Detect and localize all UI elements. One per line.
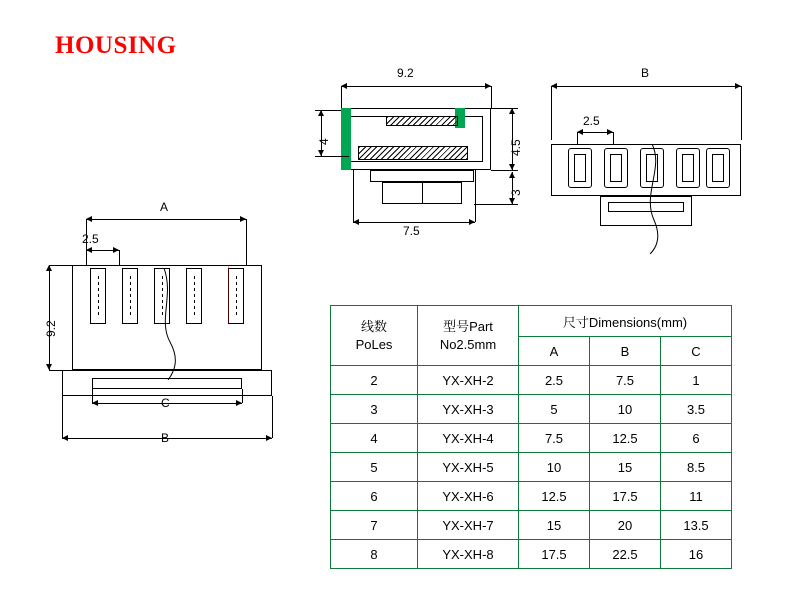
contact-slot	[574, 154, 586, 182]
side-left-green-wall	[341, 108, 351, 170]
cell-part: YX-XH-3	[418, 395, 519, 424]
cell-part: YX-XH-5	[418, 453, 519, 482]
cell-poles: 4	[331, 424, 418, 453]
cell-part: YX-XH-2	[418, 366, 519, 395]
table-row	[331, 482, 732, 511]
dim-side-4-label: 4	[317, 138, 331, 145]
dim-side-92-label: 9.2	[397, 66, 414, 80]
dim-side-4-ext-top	[315, 110, 341, 111]
cell-b: 15	[590, 453, 661, 482]
dim-pitch-ext	[119, 250, 120, 265]
dim-c-ext-right	[242, 389, 243, 403]
dim-b-front-ext-left	[62, 396, 63, 438]
cell-c: 13.5	[661, 511, 732, 540]
header-poles-line1: 线数	[360, 318, 387, 334]
cell-a: 15	[519, 511, 590, 540]
dim-side-45-ext-top	[491, 108, 518, 109]
table-row	[331, 395, 732, 424]
dim-b-top-line	[551, 86, 741, 87]
cell-c: 3.5	[661, 395, 732, 424]
contact-slot	[712, 154, 724, 182]
dim-92-line	[49, 265, 50, 370]
dim-side-3-arrow-up	[509, 172, 515, 178]
pin-centerline	[236, 276, 237, 316]
cell-part: YX-XH-7	[418, 511, 519, 540]
dim-top-pitch-ext-left	[577, 132, 578, 144]
dim-b-front-label: B	[161, 431, 170, 445]
contact-slot	[682, 154, 694, 182]
cell-b: 12.5	[590, 424, 661, 453]
cell-c: 8.5	[661, 453, 732, 482]
dim-b-top-label: B	[641, 66, 650, 80]
cell-part: YX-XH-8	[418, 540, 519, 569]
page-title: HOUSING	[55, 32, 177, 59]
side-base-step	[370, 170, 474, 182]
header-part-no	[418, 306, 519, 366]
header-part-line1: 型号Part	[443, 318, 493, 334]
dim-92-ext-bottom	[49, 370, 63, 371]
table-body	[331, 366, 732, 569]
dim-b-front-ext-right	[272, 396, 273, 438]
dim-c-ext-left	[92, 389, 93, 403]
dim-side-92-line	[341, 86, 491, 87]
dim-side-75-label: 7.5	[403, 224, 420, 238]
cell-part: YX-XH-4	[418, 424, 519, 453]
header-dim-a: A	[519, 337, 590, 366]
cell-c: 6	[661, 424, 732, 453]
section-hatch-top	[386, 116, 458, 126]
cell-b: 10	[590, 395, 661, 424]
dim-top-pitch-ext-right	[613, 132, 614, 144]
cell-a: 5	[519, 395, 590, 424]
table-row	[331, 511, 732, 540]
table-row	[331, 453, 732, 482]
header-dimensions: 尺寸Dimensions(mm)	[519, 306, 732, 337]
dim-pitch-arrow-left	[86, 247, 92, 253]
dim-side-4-ext-bottom	[315, 156, 349, 157]
cell-a: 10	[519, 453, 590, 482]
dim-side-75-line	[353, 222, 475, 223]
dim-a-line	[86, 219, 246, 220]
header-dim-c: C	[661, 337, 732, 366]
cell-a: 2.5	[519, 366, 590, 395]
table-header-row-1	[331, 306, 732, 337]
pin-centerline	[98, 276, 99, 316]
dim-c-label: C	[161, 396, 170, 410]
dim-92-label: 9.2	[44, 320, 58, 337]
cell-part: YX-XH-6	[418, 482, 519, 511]
break-line	[150, 268, 210, 380]
cell-poles: 8	[331, 540, 418, 569]
dim-a-label: A	[160, 200, 169, 214]
dim-side-92-ext-right	[491, 86, 492, 108]
dim-side-92-ext-left	[341, 86, 342, 108]
cell-c: 11	[661, 482, 732, 511]
table-header	[331, 306, 732, 366]
table-row	[331, 366, 732, 395]
header-part-line2: No2.5mm	[439, 336, 497, 352]
dim-top-pitch-label: 2.5	[583, 114, 600, 128]
cell-a: 12.5	[519, 482, 590, 511]
pin-centerline	[130, 276, 131, 316]
cell-c: 1	[661, 366, 732, 395]
cell-poles: 6	[331, 482, 418, 511]
header-dim-b: B	[590, 337, 661, 366]
table-row	[331, 540, 732, 569]
cell-a: 7.5	[519, 424, 590, 453]
break-marker	[228, 265, 229, 323]
dim-side-3-ext-bottom	[474, 204, 518, 205]
cell-c: 16	[661, 540, 732, 569]
cell-b: 17.5	[590, 482, 661, 511]
side-base-divider	[422, 182, 423, 204]
dim-b-top-ext-right	[741, 86, 742, 140]
dim-side-45-ext-mid	[491, 170, 518, 171]
cell-b: 22.5	[590, 540, 661, 569]
dimension-table	[330, 305, 732, 569]
dim-92-ext-top	[49, 265, 73, 266]
cell-poles: 7	[331, 511, 418, 540]
section-hatch-bottom	[358, 146, 468, 160]
cell-b: 7.5	[590, 366, 661, 395]
header-poles-line2: PoLes	[355, 336, 393, 352]
cell-a: 17.5	[519, 540, 590, 569]
cell-poles: 2	[331, 366, 418, 395]
cell-b: 20	[590, 511, 661, 540]
header-poles	[331, 306, 418, 366]
dim-side-45-label: 4.5	[509, 139, 523, 156]
table-row	[331, 424, 732, 453]
break-line-top	[634, 144, 674, 254]
dim-side-75-ext-right	[475, 170, 476, 222]
contact-slot	[610, 154, 622, 182]
cell-poles: 5	[331, 453, 418, 482]
dim-side-3-label: 3	[509, 189, 523, 196]
dim-a-ext-right	[246, 219, 247, 265]
dim-side-75-ext-left	[353, 170, 354, 222]
dim-pitch-label: 2.5	[82, 232, 99, 246]
dim-b-top-ext-left	[551, 86, 552, 140]
cell-poles: 3	[331, 395, 418, 424]
